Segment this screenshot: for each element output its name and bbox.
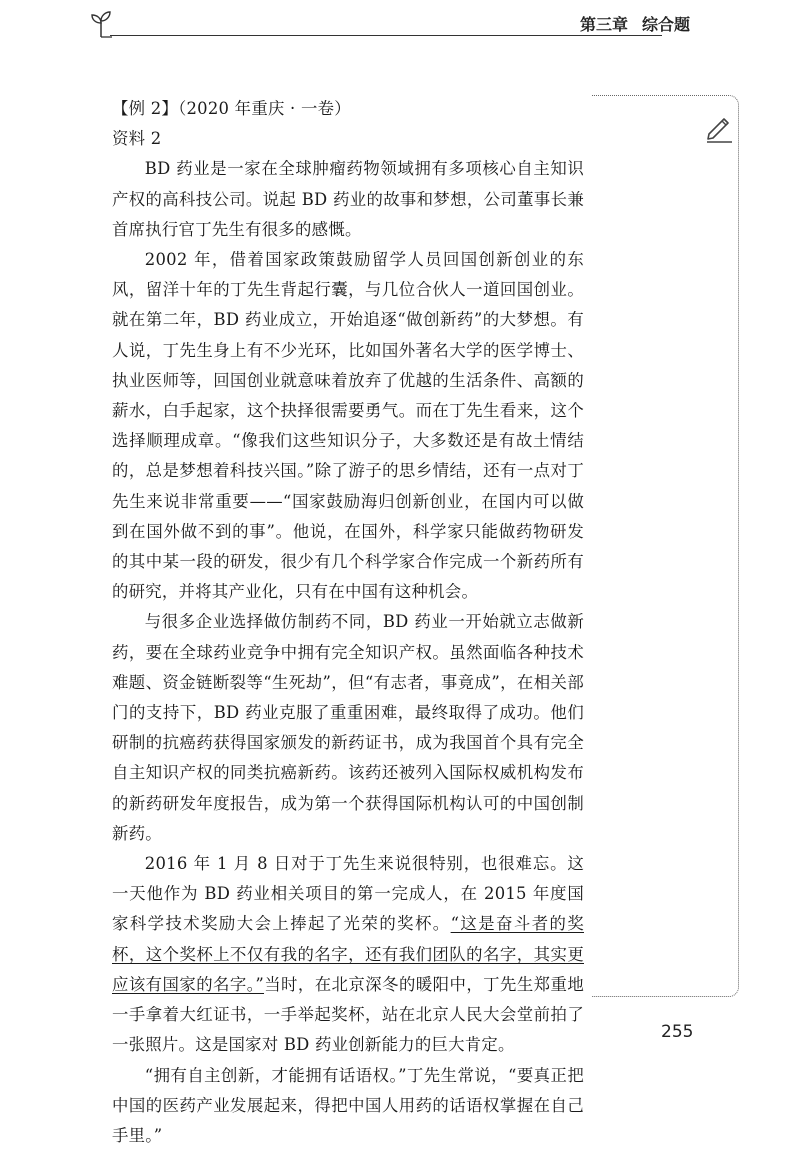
page-number: 255 <box>661 1022 693 1042</box>
pencil-icon <box>702 110 736 144</box>
underlined-quote: “这是奋斗者的奖杯，这个奖杯上不仅有我的名字，还有我们团队的名字，其实更应该有国家的名字。” <box>112 914 584 993</box>
chapter-title <box>580 12 690 35</box>
example-label: 【例 2】 <box>112 99 178 118</box>
paragraph: 与很多企业选择做仿制药不同，BD 药业一开始就立志做新药，要在全球药业竞争中拥有完全知识产权。虽然面临各种技术难题、资金链断裂等“生死劫”，但“有志者，事竟成”，在相关部门的支持下，BD 药业克服了重重困难，最终取得了成功。他们研制的抗癌药获得国家颁发的新药证书，成为我国首个具有完全自主知识产权的同类抗癌新药。该药还被列入国际权威机构发布的新药研发年度报告，成为第一个获得国际机构认可的中国创制新药。 <box>112 607 584 849</box>
example-source: （2020 年重庆 · 一卷） <box>178 99 351 118</box>
award-text-before: 2016 年 1 月 8 日对于丁先生来说很特别，也很难忘。这一天他作为 BD 药业相关项目的第一完成人，在 2015 年度国家科学技术奖励大会上捧起了光荣的奖杯。 <box>112 854 584 933</box>
paragraph: “拥有自主创新，才能拥有话语权。”丁先生常说，“要真正把中国的医药产业发展起来，得把中国人用药的话语权掌握在自己手里。” <box>112 1061 584 1151</box>
award-text-after: 当时，在北京深冬的暖阳中，丁先生郑重地一手拿着大红证书，一手举起奖杯，站在北京人民大会堂前拍了一张照片。这是国家对 BD 药业创新能力的巨大肯定。 <box>112 975 584 1054</box>
material-title: 资料 2 <box>112 124 584 154</box>
example-heading <box>112 94 584 124</box>
main-text <box>112 94 584 1151</box>
chapter-number: 第三章 <box>580 15 628 34</box>
notes-margin-box <box>592 95 739 997</box>
paragraph: BD 药业是一家在全球肿瘤药物领域拥有多项核心自主知识产权的高科技公司。说起 BD 药业的故事和梦想，公司董事长兼首席执行官丁先生有很多的感慨。 <box>112 154 584 245</box>
paragraph-award <box>112 849 584 1060</box>
header-rule <box>110 35 662 36</box>
section-title: 综合题 <box>642 15 690 34</box>
paragraph: 2002 年，借着国家政策鼓励留学人员回国创新创业的东风，留洋十年的丁先生背起行囊，与几位合伙人一道回国创业。就在第二年，BD 药业成立，开始追逐“做创新药”的大梦想。有人说，丁先生身上有不少光环，比如国外著名大学的医学博士、执业医师等，回国创业就意味着放弃了优越的生活条件、高额的薪水，白手起家，这个抉择很需要勇气。而在丁先生看来，这个选择顺理成章。“像我们这些知识分子，大多数还是有故土情结的，总是梦想着科技兴国。”除了游子的思乡情结，还有一点对丁先生来说非常重要——“国家鼓励海归创新创业，在国内可以做到在国外做不到的事”。他说，在国外，科学家只能做药物研发的其中某一段的研发，很少有几个科学家合作完成一个新药所有的研究，并将其产业化，只有在中国有这种机会。 <box>112 245 584 607</box>
sprout-icon <box>88 8 114 38</box>
